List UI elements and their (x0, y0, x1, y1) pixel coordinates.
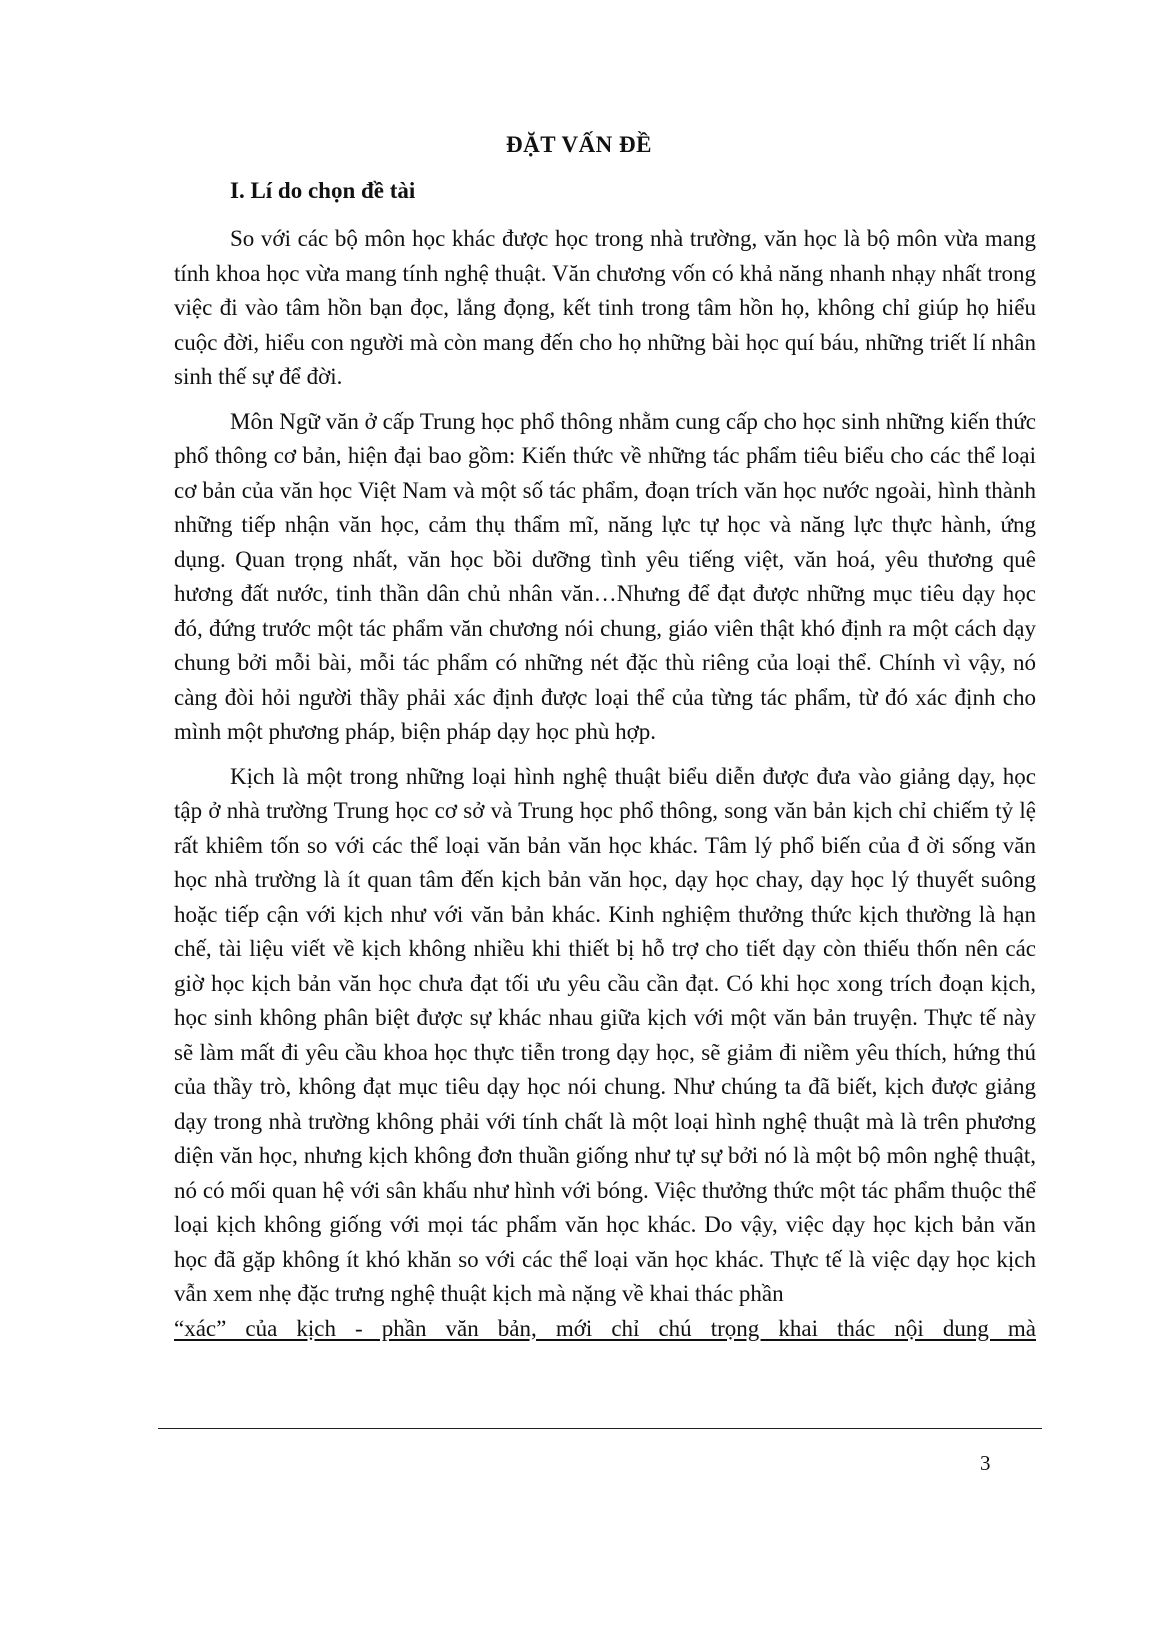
paragraph-2: Môn Ngữ văn ở cấp Trung học phổ thông nhằm cung cấp cho học sinh những kiến thức phổ thông cơ bản, hiện đại bao gồm: Kiến thức về những tác phẩm tiêu biểu cho các thể loại cơ bản của văn học Việt Nam và một số tác phẩm, đoạn trích văn học nước ngoài, hình thành những tiếp nhận văn học, cảm thụ thẩm mĩ, năng lực tự học và năng lực thực hành, ứng dụng. Quan trọng nhất, văn học bồi dưỡng tình yêu tiếng việt, văn hoá, yêu thương quê hương đất nước, tinh thần dân chủ nhân văn…Nhưng để đạt được những mục tiêu dạy học đó, đứng trước một tác phẩm văn chương nói chung, giáo viên thật khó định ra một cách dạy chung bởi mỗi bài, mỗi tác phẩm có những nét đặc thù riêng của loại thể. Chính vì vậy, nó càng đòi hỏi người thầy phải xác định được loại thể của từng tác phẩm, từ đó xác định cho mình một phương pháp, biện pháp dạy học phù hợp. (174, 408, 1036, 744)
section-heading: I. Lí do chọn đề tài (230, 178, 416, 203)
paragraph-1: So với các bộ môn học khác được học trong nhà trường, văn học là bộ môn vừa mang tính khoa học vừa mang tính nghệ thuật. Văn chương vốn có khả năng nhanh nhạy nhất trong việc đi vào tâm hồn bạn đọc, lắng đọng, kết tinh trong tâm hồn họ, không chỉ giúp họ hiểu cuộc đời, hiểu con người mà còn mang đến cho họ những bài học quí báu, những triết lí nhân sinh thế sự để đời. (174, 226, 1036, 389)
page-number: 3 (980, 1451, 991, 1475)
body-text (174, 222, 1036, 1356)
paragraph-3: Kịch là một trong những loại hình nghệ thuật biểu diễn được đưa vào giảng dạy, học tập ở nhà trường Trung học cơ sở và Trung học phổ thông, song văn bản kịch chỉ chiếm tỷ lệ rất khiêm tốn so với các thể loại văn bản văn học khác. Tâm lý phổ biến của đ ời sống văn học nhà trường là ít quan tâm đến kịch bản văn học, dạy học chay, dạy học lý thuyết suông hoặc tiếp cận với kịch như với văn bản khác. Kinh nghiệm thưởng thức kịch thường là hạn chế, tài liệu viết về kịch không nhiều khi thiết bị hỗ trợ cho tiết dạy còn thiếu thốn nên các giờ học kịch bản văn học chưa đạt tối ưu yêu cầu cần đạt. Có khi học xong trích đoạn kịch, học sinh không phân biệt được sự khác nhau giữa kịch với một văn bản truyện. Thực tế này sẽ làm mất đi yêu cầu khoa học thực tiễn trong dạy học, sẽ giảm đi niềm yêu thích, hứng thú của thầy trò, không đạt mục tiêu dạy học nói chung. Như chúng ta đã biết, kịch được giảng dạy trong nhà trường không phải với tính chất là một loại hình nghệ thuật mà là trên phương diện văn học, nhưng kịch không đơn thuần giống như tự sự bởi nó là một bộ môn nghệ thuật, nó có mối quan hệ với sân khấu như hình với bóng. Việc thưởng thức một tác phẩm thuộc thể loại kịch không giống với mọi tác phẩm văn học khác. Do vậy, việc dạy học kịch bản văn học đã gặp không ít khó khăn so với các thể loại văn học khác. Thực tế là việc dạy học kịch vẫn xem nhẹ đặc trưng nghệ thuật kịch mà nặng về khai thác phần (174, 763, 1036, 1306)
paragraph-continued-line: “xác” của kịch - phần văn bản, mới chỉ chú trọng khai thác nội dung mà (174, 1315, 1036, 1341)
footer-rule (158, 1428, 1042, 1429)
document-title: ĐẶT VẤN ĐỀ (505, 132, 652, 157)
